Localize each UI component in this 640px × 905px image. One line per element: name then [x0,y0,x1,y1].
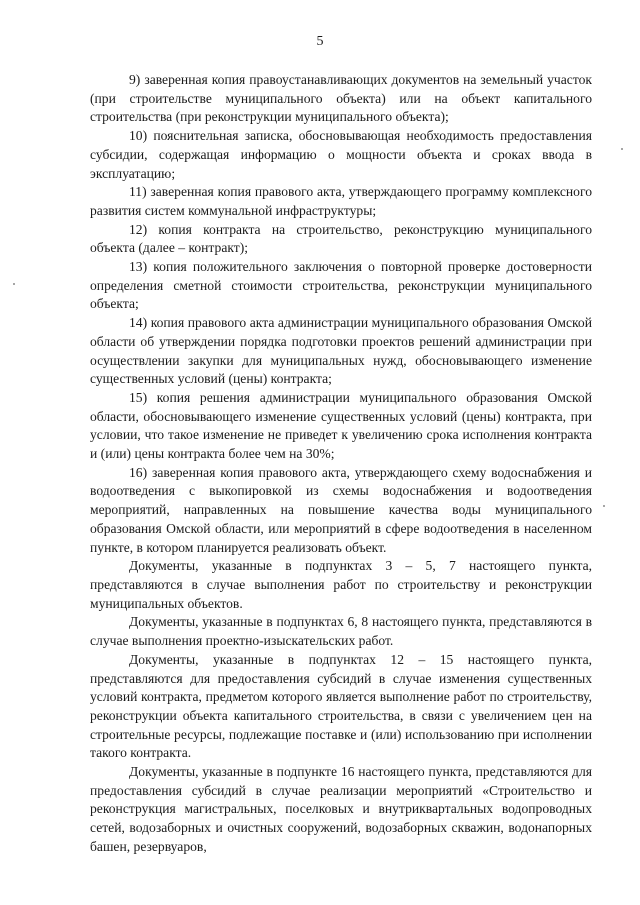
paragraph-note-subitems-3-5-7: Документы, указанные в подпунктах 3 – 5, 7 настоящего пункта, представляются в случае выполнения работ по строительству и реконструкции муниципальных объектов. [90,558,592,611]
paragraph-item-13: 13) копия положительного заключения о повторной проверке достоверности определения сметной стоимости строительства, реконструкции муниципального объекта; [90,259,592,312]
paragraph-note-subitem-16: Документы, указанные в подпункте 16 настоящего пункта, представляются для предоставления субсидий в случае реализации мероприятий «Строительство и реконструкция магистральных, поселковых и внутриквартальных водопроводных сетей, водозаборных и очистных сооружений, водозаборных скважин, водонапорных башен, резервуаров, [90,764,592,854]
paragraph-item-11: 11) заверенная копия правового акта, утверждающего программу комплексного развития систем коммунальной инфраструктуры; [90,184,592,218]
paragraph-item-12: 12) копия контракта на строительство, реконструкцию муниципального объекта (далее – контракт); [90,221,592,256]
paragraph-item-9: 9) заверенная копия правоустанавливающих документов на земельный участок (при строительстве муниципального объекта) или на объект капитального строительства (при реконструкции муниципального объекта); [90,72,592,125]
paragraph-note-subitems-12-15: Документы, указанные в подпунктах 12 – 15 настоящего пункта, представляются для предоставления субсидий в случае изменения существенных условий контракта, предметом которого является выполнение работ по строительству, реконструкции объекта капитального строительства, в связи с увеличением цен на строительные ресурсы, подлежащие поставке и (или) использованию при исполнении такого контракта. [90,651,592,761]
document-body [90,71,592,857]
paragraph-item-16: 16) заверенная копия правового акта, утверждающего схему водоснабжения и водоотведения с выкопировкой из схемы водоснабжения и водоотведения мероприятий, направленных на повышение качества воды муниципального образования Омской области, или мероприятий в сфере водоотведения в населенном пункте, в котором планируется реализовать объект. [90,464,592,555]
page-number: 5 [316,34,324,49]
scan-speck [603,505,605,507]
paragraph-item-14: 14) копия правового акта администрации муниципального образования Омской области об утверждении порядка подготовки проектов решений администрации при осуществлении закупки для муниципальных нужд, обосновывающего изменение существенных условий (цены) контракта; [90,315,592,387]
paragraph-item-10: 10) пояснительная записка, обосновывающая необходимость предоставления субсидии, содержащая информацию о мощности объекта и сроках ввода в эксплуатацию; [90,128,592,181]
paragraph-item-15: 15) копия решения администрации муниципального образования Омской области, обосновывающего изменение существенных условий (цены) контракта, при условии, что такое изменение не приведет к увеличению срока исполнения контракта и (или) цены контракта более чем на 30%; [90,389,592,462]
scan-speck [621,148,623,150]
scan-speck [13,283,15,285]
paragraph-note-subitems-6-8: Документы, указанные в подпунктах 6, 8 настоящего пункта, представляются в случае выполнения проектно-изыскательских работ. [90,614,592,649]
